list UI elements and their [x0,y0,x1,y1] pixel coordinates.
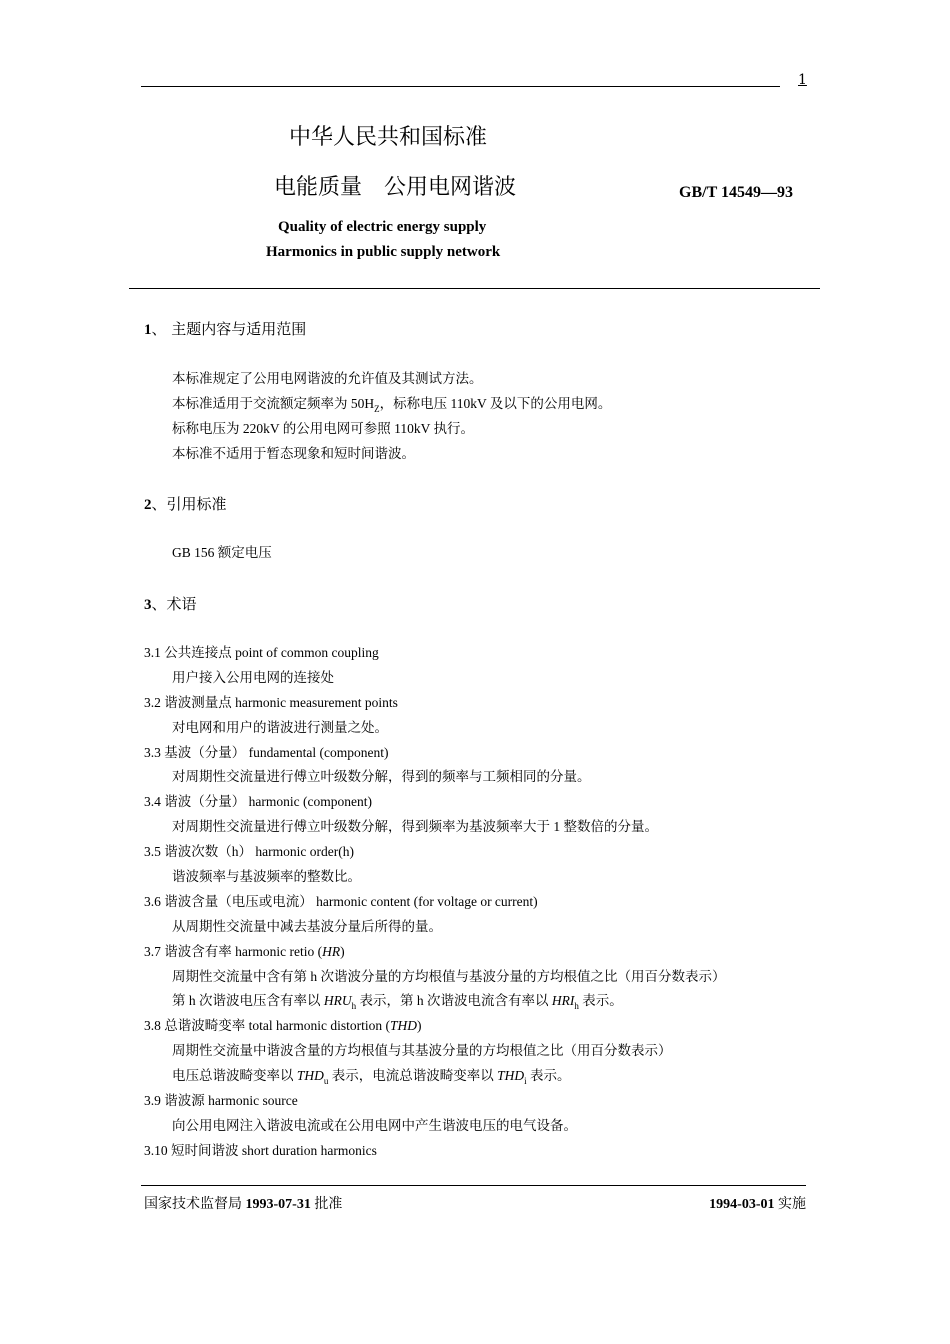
section-1-paragraph [172,397,611,414]
section-3-heading [144,593,197,614]
standard-code: GB/T 14549—93 [679,184,793,201]
implementation-label: 实施 [774,1197,806,1212]
section-title: 、 主题内容与适用范围 [151,320,307,338]
document-title-en-line1: Quality of electric energy supply [278,219,487,235]
text-run: 3.8 总谐波畸变率 total harmonic distortion ( [144,1018,390,1033]
text-run: ，标称电压 110kV 及以下的公用电网。 [379,396,612,411]
header-rule [129,288,820,289]
text-run: ) [417,1018,422,1033]
term-definition: 周期性交流量中含有第 h 次谐波分量的方均根值与基波分量的方均根值之比（用百分数表示） [172,969,726,984]
term-3-1: 3.1 公共连接点 point of common coupling [144,645,379,660]
symbol: HRI [551,993,575,1008]
term-definition [172,1069,571,1086]
term-definition: 用户接入公用电网的连接处 [172,670,334,685]
text-run: 表示。 [578,993,623,1008]
section-title: 、术语 [151,595,197,613]
term-3-8 [144,1019,422,1033]
term-definition: 从周期性交流量中减去基波分量后所得的量。 [172,919,442,934]
term-definition: 对周期性交流量进行傅立叶级数分解，得到频率为基波频率大于 1 整数倍的分量。 [172,819,658,834]
term-3-7 [144,945,345,959]
footer-rule [141,1185,806,1186]
section-number: 1 [144,322,152,338]
term-definition: 谐波频率与基波频率的整数比。 [172,869,361,884]
section-1-heading [144,318,306,339]
term-3-5: 3.5 谐波次数（h） harmonic order(h) [144,844,354,859]
term-3-3: 3.3 基波（分量） fundamental (component) [144,745,389,760]
text-run: 3.7 谐波含有率 harmonic retio ( [144,944,323,959]
document-title-cn: 电能质量 公用电网谐波 [274,175,517,200]
term-definition: 向公用电网注入谐波电流或在公用电网中产生谐波电压的电气设备。 [172,1118,577,1133]
national-standard-title: 中华人民共和国标准 [289,125,488,150]
symbol: THD [389,1018,417,1033]
text-run: 表示，电流总谐波畸变率以 [328,1068,498,1083]
subscript: Z [374,404,380,414]
symbol: HRU [323,993,352,1008]
section-2-heading [144,493,227,514]
term-3-2: 3.2 谐波测量点 harmonic measurement points [144,695,398,710]
text-run: ) [340,944,345,959]
text-run: 表示。 [526,1068,571,1083]
text-run: 第 h 次谐波电压含有率以 [172,993,324,1008]
approval-date: 1993-07-31 [245,1197,311,1212]
page-number: 1 [798,72,807,88]
term-definition: 对电网和用户的谐波进行测量之处。 [172,720,388,735]
top-rule [141,86,780,87]
section-number: 2 [144,497,152,513]
symbol: HR [322,944,341,959]
section-title: 、引用标准 [151,495,227,513]
term-definition: 对周期性交流量进行傅立叶级数分解，得到的频率与工频相同的分量。 [172,769,591,784]
symbol: THD [296,1068,324,1083]
section-number: 3 [144,597,152,613]
term-3-9: 3.9 谐波源 harmonic source [144,1093,298,1108]
text-run: 表示，第 h 次谐波电流含有率以 [356,993,552,1008]
term-3-6: 3.6 谐波含量（电压或电流） harmonic content (for voltage or current) [144,894,538,909]
term-definition: 周期性交流量中谐波含量的方均根值与其基波分量的方均根值之比（用百分数表示） [172,1043,672,1058]
referenced-standard: GB 156 额定电压 [172,545,272,560]
text-run: 本标准适用于交流额定频率为 50H [172,396,375,411]
implementation-date: 1994-03-01 [709,1197,775,1212]
section-1-paragraph: 标称电压为 220kV 的公用电网可参照 110kV 执行。 [172,421,475,436]
term-3-4: 3.4 谐波（分量） harmonic (component) [144,794,372,809]
term-definition [172,994,623,1011]
subscript: h [351,1001,357,1011]
implementation-info [709,1193,806,1213]
symbol: THD [497,1068,525,1083]
subscript: h [574,1001,579,1011]
document-title-en-line2: Harmonics in public supply network [266,244,501,260]
approval-info [144,1193,342,1213]
term-3-10: 3.10 短时间谐波 short duration harmonics [144,1143,377,1158]
section-1-paragraph: 本标准不适用于暂态现象和短时间谐波。 [172,446,415,461]
subscript: u [323,1076,329,1086]
approval-label: 批准 [310,1197,343,1212]
issuer: 国家技术监督局 [144,1197,246,1212]
subscript: i [524,1076,527,1086]
section-1-paragraph: 本标准规定了公用电网谐波的允许值及其测试方法。 [172,371,483,386]
text-run: 电压总谐波畸变率以 [172,1068,297,1083]
